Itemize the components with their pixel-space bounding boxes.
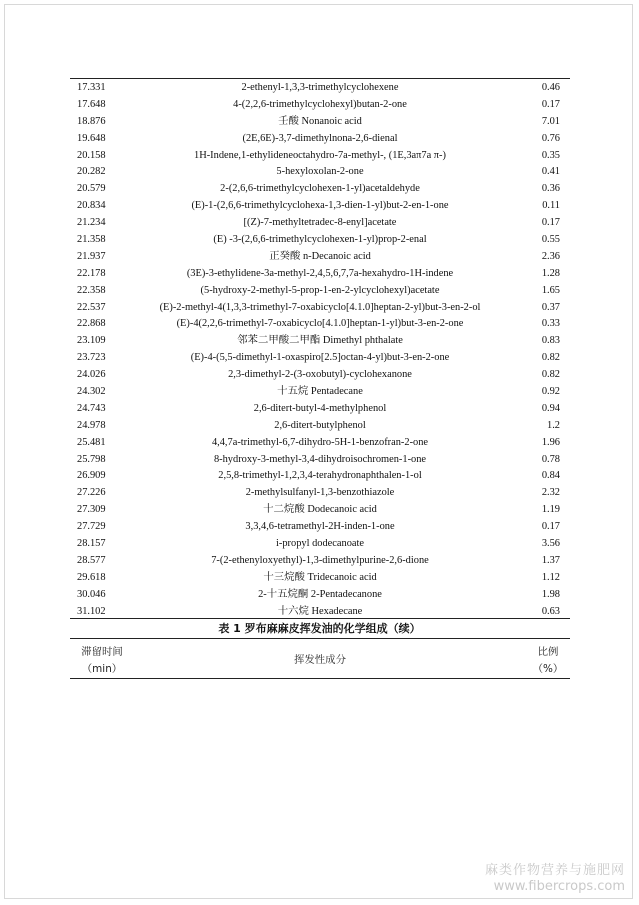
retention-time-cell: 18.876 [77,115,106,127]
percent-cell: 0.78 [541,453,560,465]
percent-cell: 0.36 [541,183,560,195]
percent-cell: 1.65 [541,284,560,296]
percent-cell: 1.37 [541,554,560,566]
compound-cell: 2-ethenyl-1,3,3-trimethylcyclohexene [241,82,399,93]
table-row [70,384,570,401]
retention-time-cell: 20.158 [77,149,106,161]
table-row [70,435,570,452]
table-row [70,553,570,570]
table-bottom-rule [70,618,570,619]
percent-cell: 0.84 [541,470,560,482]
table-row [70,114,570,131]
compound-cell: (2E,6E)-3,7-dimethylnona-2,6-dienal [242,132,398,144]
header-retention-time-label: 滞留时间 [81,646,123,658]
retention-time-cell: 21.234 [77,217,106,229]
table-top-rule [70,78,570,79]
retention-time-cell: 22.868 [77,318,106,330]
percent-cell: 0.46 [541,82,560,93]
table-row [70,570,570,587]
table-row [70,283,570,300]
compound-cell: (E)-4-(5,5-dimethyl-1-oxaspiro[2.5]octan-4-yl)but-3-en-2-one [190,352,450,364]
compound-cell: (5-hydroxy-2-methyl-5-prop-1-en-2-ylcyclohexyl)acetate [200,284,440,296]
percent-cell: 0.35 [541,149,560,161]
retention-time-cell: 21.358 [77,234,106,246]
table-row [70,587,570,604]
percent-cell: 2.36 [541,250,560,262]
table-row [70,215,570,232]
percent-cell: 0.17 [541,98,560,110]
table-row [70,131,570,148]
watermark [485,863,625,895]
table-row [70,80,570,97]
watermark-url: www.fibercrops.com [493,879,625,894]
retention-time-cell: 20.282 [77,166,106,178]
compound-cell: 2-(2,6,6-trimethylcyclohexen-1-yl)acetaldehyde [220,183,420,195]
table-row [70,333,570,350]
table-row [70,181,570,198]
retention-time-cell: 21.937 [77,250,106,262]
percent-cell: 0.17 [541,521,560,533]
retention-time-cell: 30.046 [77,588,106,600]
compound-cell: 4,4,7a-trimethyl-6,7-dihydro-5H-1-benzofran-2-one [211,436,429,448]
retention-time-cell: 20.834 [77,200,106,212]
retention-time-cell: 28.577 [77,554,106,566]
table-row [70,164,570,181]
percent-cell: 1.96 [541,436,560,448]
percent-cell: 0.37 [541,301,560,313]
compound-cell: 壬酸 Nonanoic acid [278,115,362,127]
percent-cell: 1.19 [541,504,560,516]
retention-time-cell: 23.723 [77,352,106,364]
compound-cell: [(Z)-7-methyltetradec-8-enyl]acetate [243,217,397,229]
retention-time-cell: 24.026 [77,369,106,381]
percent-cell: 0.94 [541,402,560,414]
header-percent [528,644,568,678]
percent-cell: 0.82 [541,369,560,381]
compound-cell: 2-十五烷酮 2-Pentadecanone [258,588,382,600]
table-row [70,97,570,114]
percent-cell: 0.76 [541,132,560,144]
table-row [70,536,570,553]
table-row [70,266,570,283]
retention-time-cell: 29.618 [77,571,106,583]
compound-cell: 1H-Indene,1-ethylideneoctahydro-7a-methyl-, (1E,3aπ7a π-) [194,149,446,161]
table-row [70,401,570,418]
retention-time-cell: 17.648 [77,98,106,110]
table-row [70,519,570,536]
compound-cell: 4-(2,2,6-trimethylcyclohexyl)butan-2-one [233,98,407,110]
table-row [70,316,570,333]
compound-cell: 5-hexyloxolan-2-one [276,166,364,178]
retention-time-cell: 22.178 [77,267,106,279]
compound-cell: 十三烷酸 Tridecanoic acid [263,571,377,583]
compound-cell: (3E)-3-ethylidene-3a-methyl-2,4,5,6,7,7a-hexahydro-1H-indene [186,267,454,279]
percent-cell: 1.98 [541,588,560,600]
compound-cell: (E) -3-(2,6,6-trimethylcyclohexen-1-yl)prop-2-enal [213,234,427,246]
header-percent-label: 比例 [537,646,559,658]
percent-cell: 0.41 [541,166,560,178]
retention-time-cell: 27.226 [77,487,106,499]
retention-time-cell: 23.109 [77,335,106,347]
retention-time-cell: 17.331 [77,82,106,93]
percent-cell: 0.92 [541,386,560,398]
table-row [70,300,570,317]
compound-cell: 2,6-ditert-butylphenol [274,419,366,431]
retention-time-cell: 27.309 [77,504,106,516]
header-retention-time-unit: （min） [81,663,123,675]
percent-cell: 0.17 [541,217,560,229]
table-row [70,148,570,165]
compound-cell: 十五烷 Pentadecane [277,386,363,398]
retention-time-cell: 26.909 [77,470,106,482]
header-top-rule [70,638,570,639]
percent-cell: 1.2 [547,419,560,431]
header-compound: 挥发性成分 [294,654,346,666]
percent-cell: 0.55 [541,234,560,246]
retention-time-cell: 28.157 [77,538,106,550]
retention-time-cell: 25.798 [77,453,106,465]
percent-cell: 1.28 [541,267,560,279]
percent-cell: 1.12 [541,571,560,583]
table-row [70,232,570,249]
table-row [70,249,570,266]
table-row [70,485,570,502]
retention-time-cell: 20.579 [77,183,106,195]
table-row [70,367,570,384]
percent-cell: 2.32 [541,487,560,499]
retention-time-cell: 24.302 [77,386,106,398]
compound-cell: 2,6-ditert-butyl-4-methylphenol [253,402,387,414]
table-row [70,452,570,469]
compound-cell: 邻苯二甲酸二甲酯 Dimethyl phthalate [237,335,403,347]
compound-cell: 7-(2-ethenyloxyethyl)-1,3-dimethylpurine-2,6-dione [211,554,429,566]
compound-cell: 3,3,4,6-tetramethyl-2H-inden-1-one [245,521,395,533]
retention-time-cell: 22.537 [77,301,106,313]
percent-cell: 0.83 [541,335,560,347]
table-row [70,418,570,435]
header-bottom-rule [70,678,570,679]
percent-cell: 0.63 [541,605,560,617]
compound-cell: 十六烷 Hexadecane [277,605,363,617]
compound-cell: 十二烷酸 Dodecanoic acid [263,504,377,516]
compound-cell: 8-hydroxy-3-methyl-3,4-dihydroisochromen-1-one [213,453,427,465]
compound-cell: (E)-4(2,2,6-trimethyl-7-oxabicyclo[4.1.0]heptan-1-yl)but-3-en-2-one [176,318,464,330]
watermark-site-name: 麻类作物营养与施肥网 [484,863,625,878]
compound-cell: (E)-1-(2,6,6-trimethylcyclohexa-1,3-dien-1-yl)but-2-en-1-one [191,200,449,212]
table-row [70,502,570,519]
compound-cell: 2,3-dimethyl-2-(3-oxobutyl)-cyclohexanone [228,369,412,381]
retention-time-cell: 24.978 [77,419,106,431]
compound-cell: 正癸酸 n-Decanoic acid [269,250,371,262]
percent-cell: 0.82 [541,352,560,364]
table-row [70,198,570,215]
retention-time-cell: 25.481 [77,436,106,448]
compound-cell: 2,5,8-trimethyl-1,2,3,4-terahydronaphthalen-1-ol [218,470,422,482]
compound-cell: (E)-2-methyl-4(1,3,3-trimethyl-7-oxabicyclo[4.1.0]heptan-2-yl)but-3-en-2-ol [159,301,481,313]
retention-time-cell: 22.358 [77,284,106,296]
percent-cell: 3.56 [541,538,560,550]
percent-cell: 0.33 [541,318,560,330]
compound-cell: 2-methylsulfanyl-1,3-benzothiazole [245,487,395,499]
compound-cell: i-propyl dodecanoate [276,538,364,550]
percent-cell: 7.01 [541,115,560,127]
compound-table [70,80,570,621]
retention-time-cell: 27.729 [77,521,106,533]
retention-time-cell: 24.743 [77,402,106,414]
retention-time-cell: 31.102 [77,605,106,617]
table-caption: 表 1 罗布麻麻皮挥发油的化学组成（续） [218,622,421,635]
retention-time-cell: 19.648 [77,132,106,144]
header-percent-unit: （%） [532,663,564,675]
percent-cell: 0.11 [542,200,560,212]
table-row [70,468,570,485]
table-row [70,350,570,367]
